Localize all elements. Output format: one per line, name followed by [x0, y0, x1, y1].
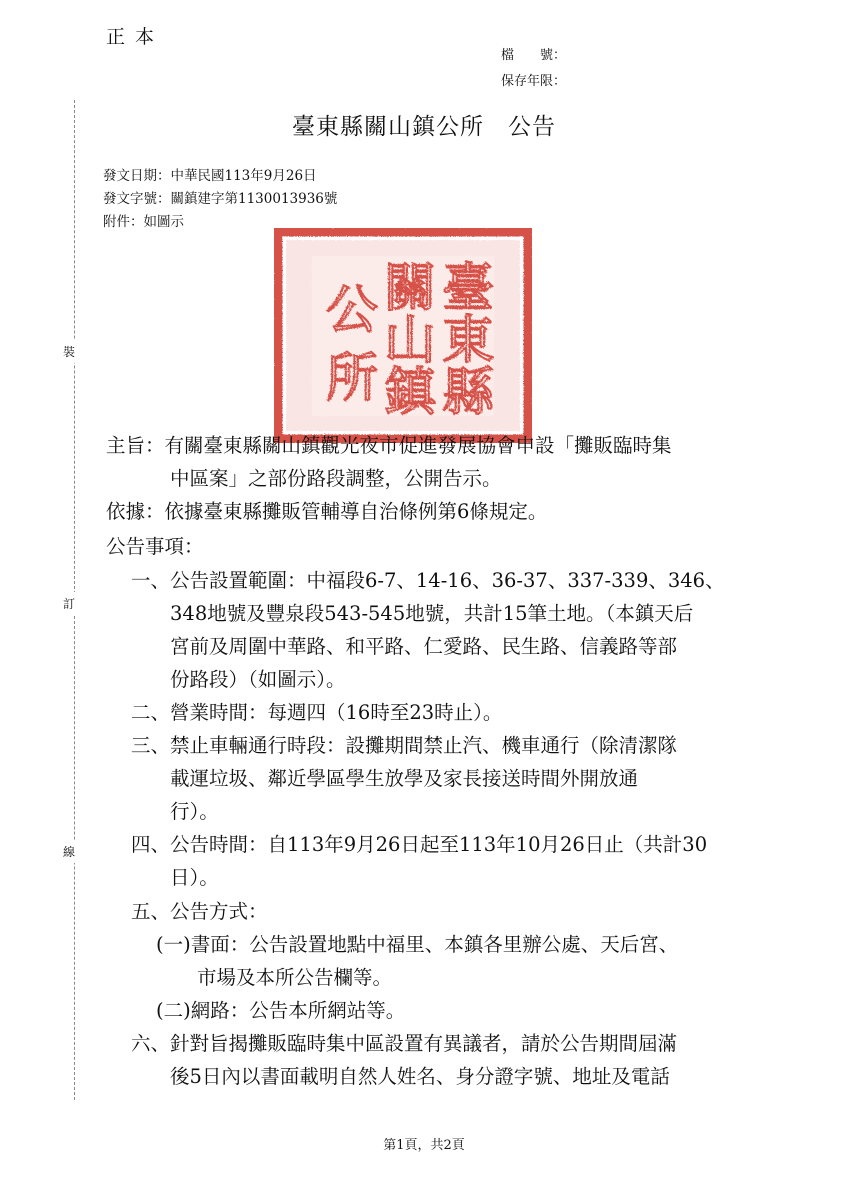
body-line: 中區案」之部份路段調整，公開告示。	[170, 467, 502, 490]
body-line: 宮前及周圍中華路、和平路、仁愛路、民生路、信義路等部	[170, 635, 678, 658]
body-line: 一、公告設置範圍：中福段6-7、14-16、36-37、337-339、346、	[131, 569, 725, 592]
seal-glyph: 東	[442, 311, 495, 371]
body-line: 二、營業時間：每週四（16時至23時止）。	[131, 701, 503, 724]
file-number-label: 檔 號：	[500, 48, 566, 63]
issue-date: 發文日期：中華民國113年9月26日	[103, 168, 317, 184]
body-line: 公告事項：	[106, 535, 204, 558]
body-line: 五、公告方式：	[131, 900, 268, 923]
attachment-note: 附件：如圖示	[103, 214, 184, 230]
seal-glyph: 臺	[442, 259, 495, 319]
page-number: 第1頁，共2頁	[383, 1138, 465, 1153]
seal-glyph: 關	[384, 259, 437, 319]
body-line: 四、公告時間：自113年9月26日起至113年10月26日止（共計30	[131, 833, 708, 856]
body-line: 六、針對旨揭攤販臨時集中區設置有異議者，請於公告期間屆滿	[131, 1032, 678, 1055]
body-line: 日）。	[170, 866, 219, 889]
body-line: 主旨：有關臺東縣關山鎮觀光夜市促進發展協會申設「攤販臨時集	[106, 434, 672, 457]
body-line: 三、禁止車輛通行時段：設攤期間禁止汽、機車通行（除清潔隊	[131, 734, 678, 757]
body-line: 行）。	[170, 800, 219, 823]
page-title: 臺東縣關山鎮公所 公告	[292, 114, 556, 140]
retention-period-label: 保存年限：	[500, 74, 566, 89]
body-line: 依據：依據臺東縣攤販管輔導自治條例第6條規定。	[106, 500, 548, 523]
seal-glyph: 公	[326, 281, 379, 341]
body-line: 348地號及豐泉段543-545地號，共計15筆土地。（本鎮天后	[170, 602, 694, 625]
body-line: 載運垃圾、鄰近學區學生放學及家長接送時間外開放通	[170, 767, 639, 790]
body-line: 份路段）（如圖示）。	[170, 668, 346, 691]
body-line: 後5日內以書面載明自然人姓名、身分證字號、地址及電話	[170, 1065, 670, 1088]
document-number: 發文字號：關鎮建字第1130013936號	[103, 191, 338, 207]
seal-glyph: 縣	[442, 363, 495, 423]
seal-glyph: 鎮	[384, 363, 437, 423]
binding-mark-line: 線	[63, 840, 75, 863]
binding-mark-bind: 裝	[63, 340, 75, 363]
seal-glyph: 山	[384, 311, 437, 371]
copy-mark: 正本	[106, 26, 165, 48]
body-line: (二)網路：公告本所網站等。	[156, 999, 406, 1022]
seal-glyph: 所	[326, 349, 379, 409]
body-line: (一)書面：公告設置地點中福里、本鎮各里辦公處、天后宮、	[156, 933, 679, 956]
binding-mark-staple: 訂	[63, 592, 75, 615]
body-line: 市場及本所公告欄等。	[197, 966, 393, 989]
official-seal	[274, 228, 532, 443]
